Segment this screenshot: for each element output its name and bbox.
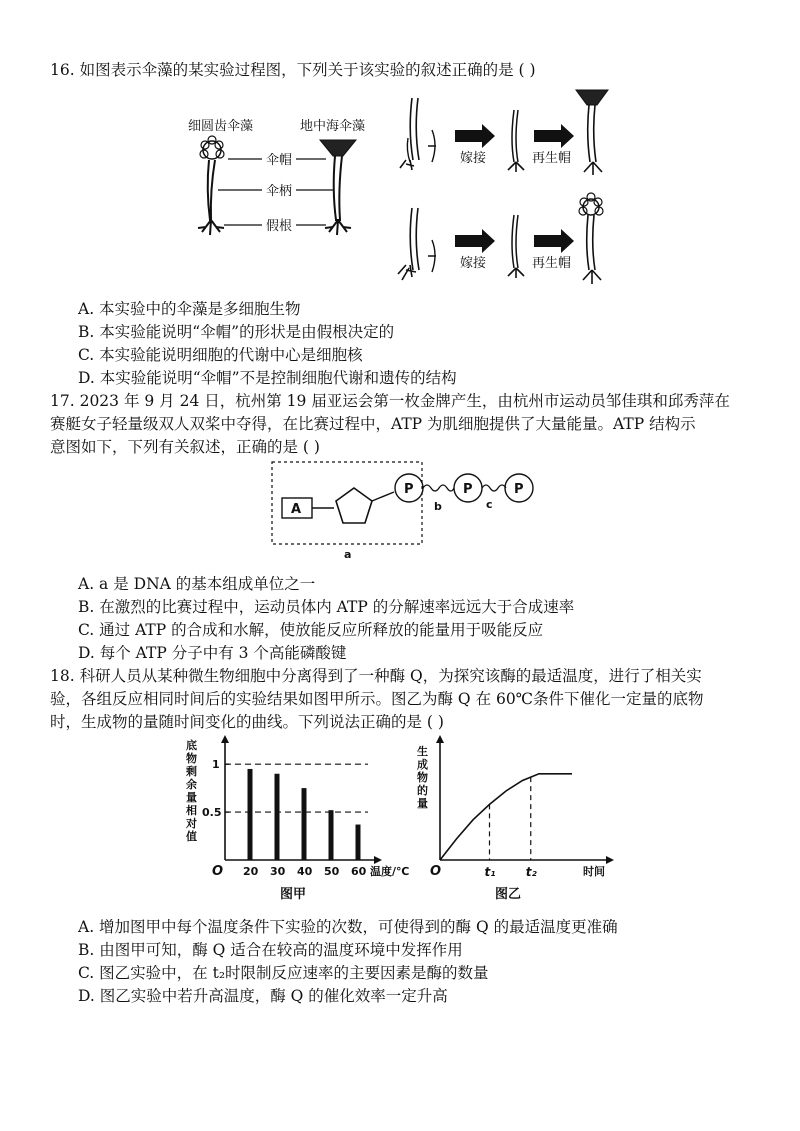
graft-label-2: 嫁接 (460, 256, 487, 271)
q16-option-d[interactable]: D. 本实验能说明“伞帽”不是控制细胞代谢和遗传的结构 (78, 369, 457, 387)
chart-title: 图乙 (495, 887, 522, 902)
q18-option-b[interactable]: B. 由图甲可知，酶 Q 适合在较高的温度环境中发挥作用 (78, 941, 463, 959)
q17-option-d[interactable]: D. 每个 ATP 分子中有 3 个高能磷酸键 (78, 644, 347, 662)
origin-label: O (430, 864, 442, 879)
regen-label-1: 再生帽 (532, 151, 572, 166)
q16-stem: 16. 如图表示伞藻的某实验过程图，下列关于该实验的叙述正确的是 ( ) (50, 61, 536, 79)
fringed-cap-icon (200, 136, 224, 159)
y-label-char: 成 (417, 758, 428, 771)
q18-option-c[interactable]: C. 图乙实验中，在 t₂时限制反应速率的主要因素是酶的数量 (78, 964, 489, 982)
arrow-right-icon (455, 229, 495, 253)
phosphate-1-label: P (404, 482, 414, 497)
arrow-right-icon (534, 124, 574, 148)
bar-20 (248, 769, 253, 860)
y-label-char: 值 (186, 830, 197, 843)
right-stalk (334, 156, 342, 220)
y-label-char: 生 (417, 745, 428, 758)
y-label-char: 物 (186, 752, 197, 765)
right-alga-label: 地中海伞藻 (300, 119, 366, 134)
y-label-char: 相 (186, 804, 197, 817)
q17-option-b[interactable]: B. 在激烈的比赛过程中，运动员体内 ATP 的分解速率远远大于合成速率 (78, 598, 575, 616)
y-label-char: 对 (186, 817, 197, 830)
fringed-cap-icon (579, 193, 603, 215)
q17-stem-line-2: 赛艇女子轻量级双人双桨中夺得，在比赛过程中，ATP 为肌细胞提供了大量能量。ATP 结构示 (50, 415, 696, 433)
high-energy-bond-c (482, 485, 506, 491)
y-label-char: 剩 (186, 765, 197, 778)
q18-stem-line-1: 18. 科研人员从某种微生物细胞中分离得到了一种酶 Q，为探究该酶的最适温度，进行了相关实 (50, 667, 702, 685)
left-alga-label: 细圆齿伞藻 (188, 119, 254, 134)
ribose-pentagon (336, 488, 372, 523)
y-label-char: 余 (186, 778, 197, 791)
left-stalk (208, 160, 215, 220)
q16-figure (180, 90, 620, 300)
bond-c-label: c (486, 498, 493, 511)
bar-40 (302, 788, 307, 860)
graft-row-1 (400, 90, 608, 175)
q17-stem-line-3: 意图如下，下列有关叙述，正确的是 ( ) (50, 438, 320, 456)
y-label-char: 物 (417, 771, 428, 784)
bar-50 (329, 810, 334, 860)
x-tick-label: 20 (243, 865, 259, 878)
bond-b-label: b (434, 500, 442, 513)
adenine-label: A (291, 502, 302, 517)
y-tick-label: 0.5 (202, 806, 222, 820)
q16-option-c[interactable]: C. 本实验能说明细胞的代谢中心是细胞核 (78, 346, 363, 364)
q18-stem-line-2: 验，各组反应相同时间后的实验结果如图甲所示。图乙为酶 Q 在 60℃条件下催化一定量的底物 (50, 690, 704, 708)
graft-row-2 (398, 193, 603, 284)
y-label-char: 量 (186, 791, 197, 804)
chart-jia (180, 735, 420, 905)
q18-option-a[interactable]: A. 增加图甲中每个温度条件下实验的次数，可使得到的酶 Q 的最适温度更准确 (78, 918, 618, 936)
x-tick-label: 40 (297, 865, 313, 878)
origin-label: O (212, 864, 224, 879)
high-energy-bond-b (423, 485, 454, 491)
y-label-char: 量 (417, 797, 428, 810)
bar-60 (356, 825, 361, 860)
x-axis-label: 温度/℃ (370, 865, 410, 878)
y-axis-label (185, 738, 197, 843)
q18-stem-line-3: 时，生成物的量随时间变化的曲线。下列说法正确的是 ( ) (50, 713, 444, 731)
q17-option-a[interactable]: A. a 是 DNA 的基本组成单位之一 (78, 575, 316, 593)
atp-structure-figure (270, 460, 540, 560)
x-tick-label: 60 (351, 865, 367, 878)
x-marker-label: t₁ (484, 865, 496, 879)
q17-stem-line-1: 17. 2023 年 9 月 24 日，杭州第 19 届亚运会第一枚金牌产生，由杭州市运动员邹佳琪和邱秀萍在 (50, 392, 730, 410)
part-rhizoid-label: 假根 (266, 219, 293, 234)
umbrella-cap-icon (320, 140, 356, 156)
y-axis-arrow-icon (436, 735, 444, 743)
left-rhizoid-icon (198, 220, 224, 235)
chart-title: 图甲 (280, 887, 307, 902)
arrow-right-icon (534, 229, 574, 253)
y-label-char: 底 (186, 739, 197, 752)
q17-option-c[interactable]: C. 通过 ATP 的合成和水解，使放能反应所释放的能量用于吸能反应 (78, 621, 544, 639)
q16-option-a[interactable]: A. 本实验中的伞藻是多细胞生物 (78, 300, 301, 318)
part-stalk-label: 伞柄 (266, 184, 293, 199)
q16-option-b[interactable]: B. 本实验能说明“伞帽”的形状是由假根决定的 (78, 323, 395, 341)
y-tick-label: 1 (212, 758, 220, 772)
y-axis-arrow-icon (221, 735, 229, 743)
phosphate-3-label: P (514, 482, 524, 497)
x-tick-label: 50 (324, 865, 340, 878)
right-rhizoid-icon (325, 220, 351, 235)
graft-label-1: 嫁接 (460, 151, 487, 166)
y-axis-label (417, 744, 428, 810)
x-axis-arrow-icon (606, 856, 614, 864)
chart-yi (415, 735, 625, 905)
x-marker-label: t₂ (525, 865, 537, 879)
q18-option-d[interactable]: D. 图乙实验中若升高温度，酶 Q 的催化效率一定升高 (78, 987, 448, 1005)
product-curve (440, 774, 572, 860)
phosphate-2-label: P (463, 482, 473, 497)
part-cap-label: 伞帽 (266, 153, 293, 168)
arrow-right-icon (455, 124, 495, 148)
regen-label-2: 再生帽 (532, 256, 572, 271)
umbrella-cap-icon (576, 90, 608, 105)
y-label-char: 的 (417, 784, 428, 797)
bar-30 (275, 774, 280, 860)
x-axis-label: 时间 (583, 865, 605, 878)
x-axis-arrow-icon (374, 856, 382, 864)
x-tick-label: 30 (270, 865, 286, 878)
box-a-label: a (344, 548, 352, 561)
